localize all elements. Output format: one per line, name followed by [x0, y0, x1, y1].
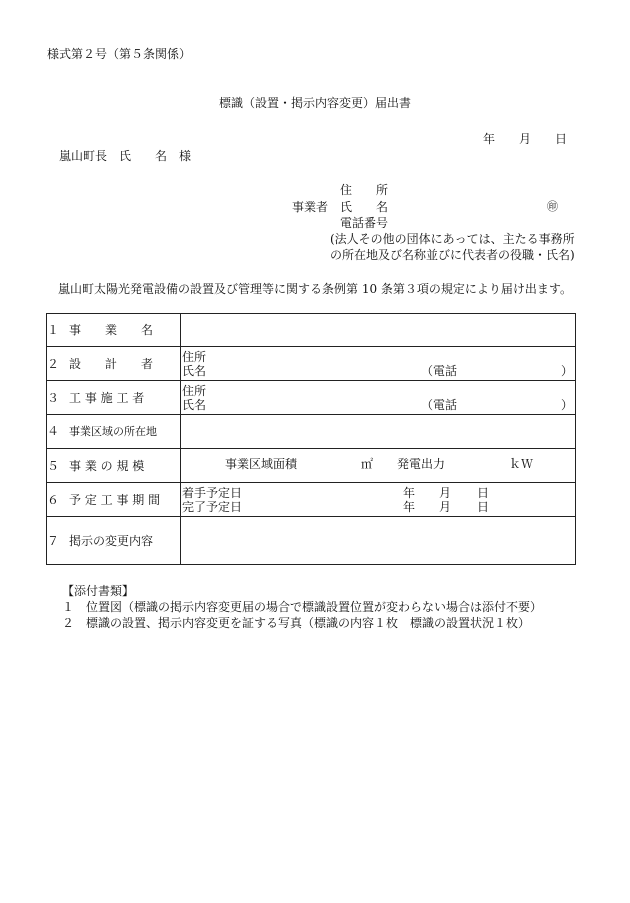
- applicant-note-line1: (法人その他の団体にあっては、主たる事務所: [330, 232, 575, 246]
- row-label: [47, 483, 181, 517]
- start-date-label: 着手予定日: [182, 485, 243, 500]
- scale-field[interactable]: [181, 449, 576, 483]
- designer-tel-close: ）: [561, 363, 574, 378]
- end-date-row: [181, 500, 575, 514]
- table-row-contractor: [47, 381, 576, 415]
- end-month: 月: [439, 499, 452, 514]
- contractor-tel-open: （電話: [421, 397, 458, 412]
- start-date-row: [181, 486, 575, 500]
- table-row-scale: [47, 449, 576, 483]
- applicant-name-label: 氏 名: [340, 200, 389, 214]
- area-unit: ㎡: [361, 457, 374, 471]
- table-row-change-content: [47, 517, 576, 565]
- designer-field[interactable]: [181, 347, 576, 381]
- form-number: 様式第２号（第５条関係）: [47, 47, 192, 61]
- output-label: 発電出力: [397, 457, 446, 471]
- area-label: 事業区域面積: [225, 457, 298, 471]
- end-day: 日: [477, 499, 490, 514]
- row-label: [47, 517, 181, 565]
- attachments-heading: 【添付書類】: [62, 584, 135, 598]
- designer-address-label: 住所: [182, 349, 207, 364]
- business-name-field[interactable]: [181, 314, 576, 347]
- row-label-text: 掲示の変更内容: [69, 533, 154, 548]
- row-label-text: 事業区域の所在地: [69, 425, 157, 438]
- location-field[interactable]: [181, 415, 576, 449]
- table-row-designer: [47, 347, 576, 381]
- addressee: 嵐山町長 氏 名 様: [59, 149, 192, 163]
- row-label: [47, 314, 181, 347]
- row-number: ４: [47, 424, 60, 438]
- row-label-text: 工 事 施 工 者: [69, 390, 145, 405]
- submission-date: [483, 132, 567, 146]
- row-number: ３: [47, 390, 60, 405]
- contractor-tel-close: ）: [561, 397, 574, 412]
- contractor-address-label: 住所: [182, 383, 207, 398]
- start-day: 日: [477, 485, 490, 500]
- intro-statement: 嵐山町太陽光発電設備の設置及び管理等に関する条例第 10 条第３項の規定により届け出ます。: [58, 282, 572, 296]
- contractor-field[interactable]: [181, 381, 576, 415]
- table-row-business-name: [47, 314, 576, 347]
- row-number: ７: [47, 533, 60, 548]
- date-year: 年: [483, 132, 496, 146]
- schedule-field[interactable]: [181, 483, 576, 517]
- end-ymd: [403, 500, 489, 514]
- row-label-text: 設 計 者: [69, 356, 154, 371]
- applicant-phone-label: 電話番号: [340, 216, 389, 230]
- applicant-jigyosha-label: 事業者: [292, 200, 329, 214]
- designer-name-label: [181, 364, 575, 378]
- row-number: ２: [47, 356, 60, 371]
- row-label: [47, 347, 181, 381]
- end-year: 年: [403, 499, 416, 514]
- contractor-name-label: [181, 398, 575, 412]
- row-number: ５: [47, 458, 60, 473]
- date-month: 月: [519, 132, 532, 146]
- designer-name-text: 氏名: [182, 363, 207, 378]
- applicant-note-line2: の所在地及び名称並びに代表者の役職・氏名): [330, 248, 575, 262]
- row-label: [47, 449, 181, 483]
- row-label: [47, 381, 181, 415]
- change-content-field[interactable]: [181, 517, 576, 565]
- start-year: 年: [403, 485, 416, 500]
- table-row-schedule: [47, 483, 576, 517]
- row-number: １: [47, 323, 60, 337]
- start-month: 月: [439, 485, 452, 500]
- contractor-name-text: 氏名: [182, 397, 207, 412]
- notification-table: [46, 313, 576, 565]
- date-day: 日: [555, 132, 568, 146]
- row-label: [47, 415, 181, 449]
- attachment-item-1: １ 位置図（標識の掲示内容変更届の場合で標識設置位置が変わらない場合は添付不要）: [62, 600, 543, 614]
- table-row-location: [47, 415, 576, 449]
- row-number: ６: [47, 492, 60, 507]
- document-title: 標識（設置・掲示内容変更）届出書: [218, 96, 411, 110]
- seal-mark: ㊞: [547, 200, 558, 213]
- row-label-text: 予 定 工 事 期 間: [69, 492, 161, 507]
- row-label-text: 事 業 の 規 模: [69, 458, 145, 473]
- end-date-label: 完了予定日: [182, 499, 243, 514]
- start-ymd: [403, 486, 489, 500]
- row-label-text: 事 業 名: [69, 323, 154, 337]
- output-unit: ｋＷ: [509, 457, 534, 471]
- applicant-address-label: 住 所: [340, 183, 389, 197]
- attachment-item-2: ２ 標識の設置、掲示内容変更を証する写真（標識の内容１枚 標識の設置状況１枚）: [62, 616, 531, 630]
- designer-tel-open: （電話: [421, 363, 458, 378]
